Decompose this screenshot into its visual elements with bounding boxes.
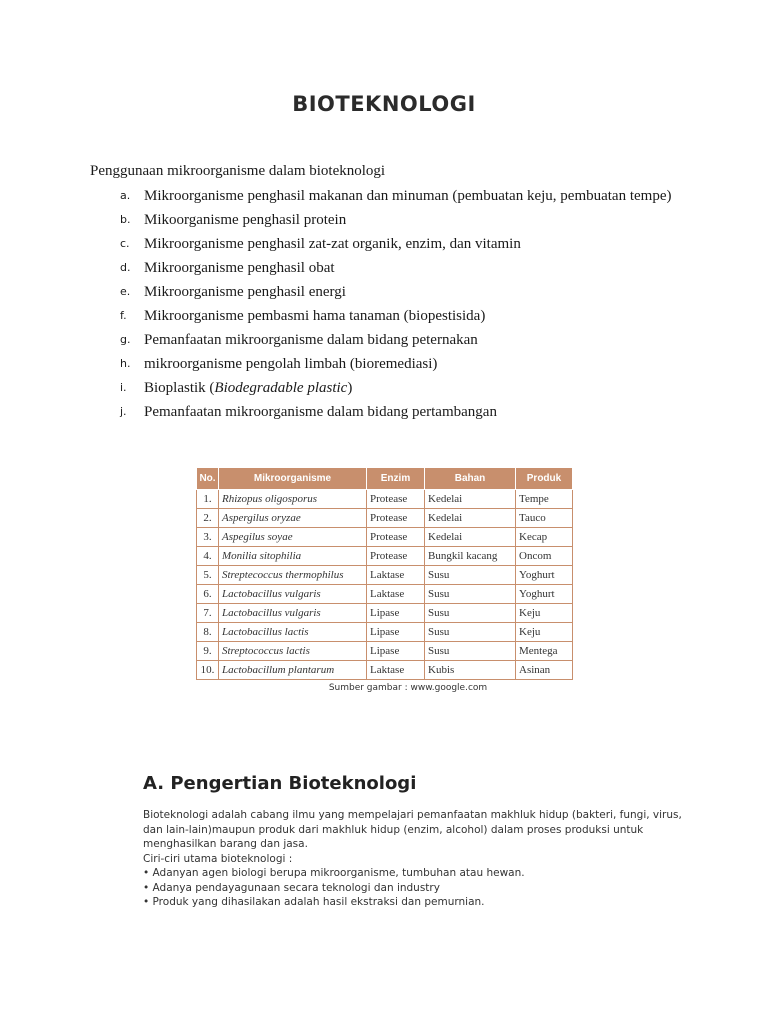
list-item — [90, 234, 672, 258]
table-row — [197, 528, 573, 547]
list-item-text: Pemanfaatan mikroorganisme dalam bidang peternakan — [144, 332, 478, 348]
list-item — [90, 282, 672, 306]
list-item-text: Bioplastik ( — [144, 380, 215, 396]
cell-no: 2. — [197, 509, 219, 528]
cell-no: 6. — [197, 585, 219, 604]
intro-text: Penggunaan mikroorganisme dalam bioteknologi — [90, 163, 386, 179]
cell-mikroorganisme: Lactobacillum plantarum — [219, 661, 367, 680]
cell-bahan: Kedelai — [425, 490, 516, 509]
table-row — [197, 623, 573, 642]
table-row — [197, 509, 573, 528]
cell-produk: Keju — [516, 623, 573, 642]
cell-no: 3. — [197, 528, 219, 547]
list-item-italic: Biodegradable plastic — [214, 380, 348, 396]
section-paragraph: Bioteknologi adalah cabang ilmu yang mempelajari pemanfaatan makhluk hidup (bakteri, fungi, virus, dan lain-lain)maupun produk dari makhluk hidup (enzim, alcohol) dalam proses produksi untuk menghasilkan barang dan jasa. — [143, 809, 682, 850]
cell-mikroorganisme: Rhizopus oligosporus — [219, 490, 367, 509]
cell-no: 9. — [197, 642, 219, 661]
cell-produk: Asinan — [516, 661, 573, 680]
header-produk: Produk — [516, 468, 573, 490]
cell-bahan: Susu — [425, 623, 516, 642]
cell-mikroorganisme: Aspegilus soyae — [219, 528, 367, 547]
list-item — [90, 186, 672, 210]
cell-enzim: Protease — [367, 528, 425, 547]
header-no: No. — [197, 468, 219, 490]
cell-no: 5. — [197, 566, 219, 585]
list-marker: c. — [120, 237, 130, 250]
cell-produk: Yoghurt — [516, 566, 573, 585]
cell-bahan: Kubis — [425, 661, 516, 680]
header-mikroorganisme: Mikroorganisme — [219, 468, 367, 490]
list-item-text: Mikroorganisme penghasil obat — [144, 260, 335, 276]
list-item — [90, 210, 672, 234]
cell-produk: Oncom — [516, 547, 573, 566]
section-heading: A. Pengertian Bioteknologi — [143, 773, 417, 794]
table-row — [197, 661, 573, 680]
cell-no: 1. — [197, 490, 219, 509]
list-marker: h. — [120, 357, 131, 370]
list-item-text-after: ) — [347, 380, 353, 396]
cell-mikroorganisme: Lactobacillus vulgaris — [219, 604, 367, 623]
cell-bahan: Kedelai — [425, 528, 516, 547]
cell-enzim: Lipase — [367, 623, 425, 642]
table-row — [197, 547, 573, 566]
cell-mikroorganisme: Streptecoccus thermophilus — [219, 566, 367, 585]
cell-mikroorganisme: Monilia sitophilia — [219, 547, 367, 566]
cell-produk: Kecap — [516, 528, 573, 547]
list-marker: b. — [120, 213, 131, 226]
cell-produk: Mentega — [516, 642, 573, 661]
list-item — [90, 354, 672, 378]
table-header-row — [197, 468, 573, 490]
cell-enzim: Protease — [367, 547, 425, 566]
cell-no: 4. — [197, 547, 219, 566]
cell-no: 8. — [197, 623, 219, 642]
cell-enzim: Laktase — [367, 661, 425, 680]
list-marker: e. — [120, 285, 131, 298]
cell-enzim: Laktase — [367, 585, 425, 604]
cell-produk: Keju — [516, 604, 573, 623]
cell-bahan: Susu — [425, 566, 516, 585]
microorganism-table-figure — [196, 467, 574, 693]
list-item-text: Mikoorganisme penghasil protein — [144, 212, 347, 228]
section-body — [143, 808, 683, 910]
list-item-text: Mikroorganisme pembasmi hama tanaman (biopestisida) — [144, 308, 486, 324]
cell-mikroorganisme: Lactobacillus vulgaris — [219, 585, 367, 604]
list-item — [90, 378, 672, 402]
list-item-text: Mikroorganisme penghasil makanan dan minuman (pembuatan keju, pembuatan tempe) — [144, 188, 672, 204]
list-marker: d. — [120, 261, 131, 274]
cell-enzim: Protease — [367, 490, 425, 509]
list-marker: j. — [120, 405, 127, 418]
cell-no: 7. — [197, 604, 219, 623]
list-item-text: Mikroorganisme penghasil energi — [144, 284, 346, 300]
bullet-item: • Adanya pendayagunaan secara teknologi dan industry — [143, 881, 440, 894]
cell-enzim: Lipase — [367, 604, 425, 623]
cell-bahan: Susu — [425, 585, 516, 604]
cell-bahan: Susu — [425, 604, 516, 623]
page-title: BIOTEKNOLOGI — [292, 92, 476, 116]
table-row — [197, 642, 573, 661]
table-row — [197, 566, 573, 585]
cell-produk: Yoghurt — [516, 585, 573, 604]
list-item-text: Pemanfaatan mikroorganisme dalam bidang pertambangan — [144, 404, 497, 420]
cell-produk: Tauco — [516, 509, 573, 528]
list-marker: a. — [120, 189, 131, 202]
list-item — [90, 306, 672, 330]
cell-bahan: Bungkil kacang — [425, 547, 516, 566]
list-item — [90, 258, 672, 282]
cell-enzim: Lipase — [367, 642, 425, 661]
microorganism-table — [196, 467, 573, 680]
cell-produk: Tempe — [516, 490, 573, 509]
list-marker: i. — [120, 381, 127, 394]
cell-no: 10. — [197, 661, 219, 680]
bullet-item: • Adanyan agen biologi berupa mikroorganisme, tumbuhan atau hewan. — [143, 867, 525, 879]
cell-bahan: Susu — [425, 642, 516, 661]
cell-bahan: Kedelai — [425, 509, 516, 528]
list-item — [90, 330, 672, 354]
header-bahan: Bahan — [425, 468, 516, 490]
list-item-text: Mikroorganisme penghasil zat-zat organik, enzim, dan vitamin — [144, 236, 521, 252]
cell-mikroorganisme: Lactobacillus lactis — [219, 623, 367, 642]
cell-enzim: Protease — [367, 509, 425, 528]
bullet-item: • Produk yang dihasilakan adalah hasil ekstraksi dan pemurnian. — [143, 896, 485, 908]
cell-mikroorganisme: Aspergilus oryzae — [219, 509, 367, 528]
table-row — [197, 585, 573, 604]
list-item — [90, 402, 672, 426]
section-subheading: Ciri-ciri utama bioteknologi : — [143, 852, 293, 865]
list-item-text: mikroorganisme pengolah limbah (bioremediasi) — [144, 356, 438, 372]
table-row — [197, 604, 573, 623]
list-marker: f. — [120, 309, 127, 322]
table-row — [197, 490, 573, 509]
header-enzim: Enzim — [367, 468, 425, 490]
list-marker: g. — [120, 333, 131, 346]
table-caption: Sumber gambar : www.google.com — [328, 683, 488, 693]
usage-list — [90, 186, 672, 426]
cell-mikroorganisme: Streptococcus lactis — [219, 642, 367, 661]
cell-enzim: Laktase — [367, 566, 425, 585]
